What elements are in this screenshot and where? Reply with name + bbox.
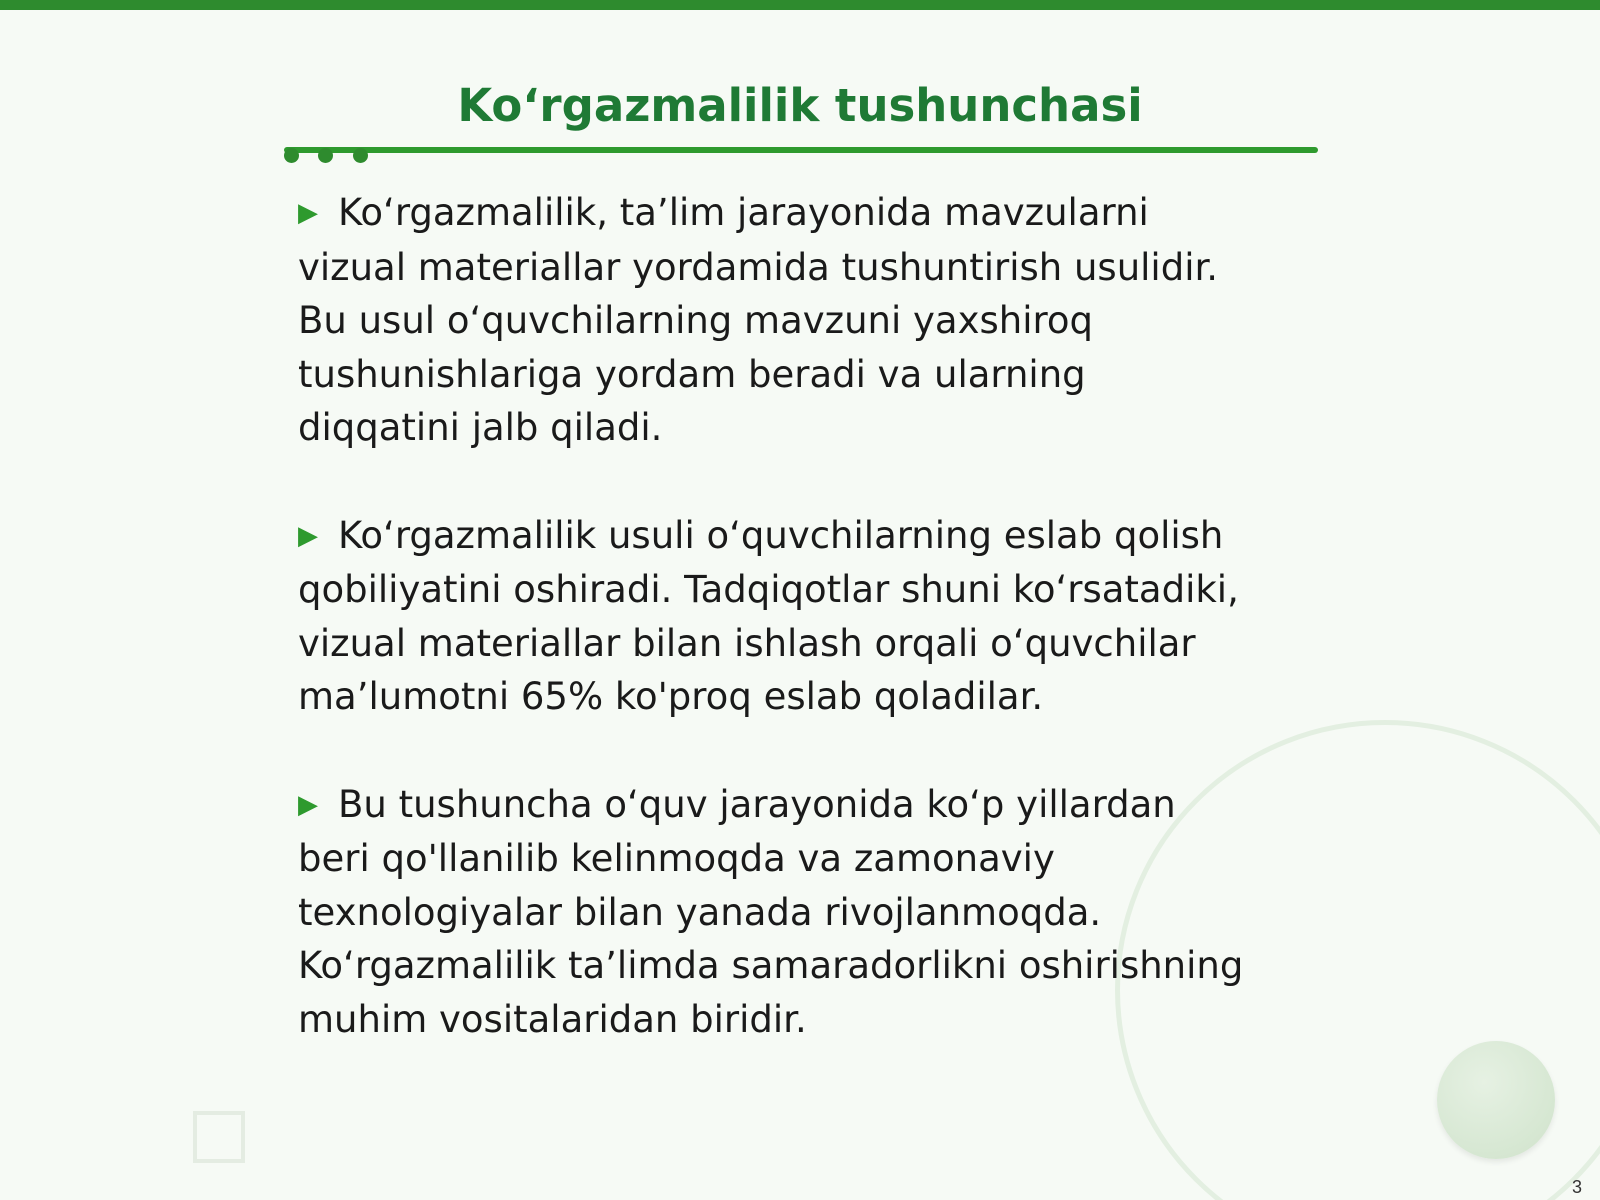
bullet-item <box>298 509 1258 724</box>
triangle-right-icon: ▶ <box>298 198 318 228</box>
bullet-item <box>298 778 1258 1047</box>
page-number: 3 <box>1571 1177 1582 1197</box>
decorative-circle <box>1437 1041 1555 1159</box>
bullet-item <box>298 186 1258 455</box>
underline-dot <box>353 148 368 163</box>
bullet-text: Bu tushuncha o‘quv jarayonida ko‘p yillardan beri qo'llanilib kelinmoqda va zamonaviy texnologiyalar bilan yanada rivojlanmoqda. Ko‘rgazmalilik ta’limda samaradorlikni oshirishning muhim vositalaridan biridir. <box>298 782 1244 1041</box>
bullet-text: Ko‘rgazmalilik usuli o‘quvchilarning eslab qolish qobiliyatini oshiradi. Tadqiqotlar shuni ko‘rsatadiki, vizual materiallar bilan ishlash orqali o‘quvchilar ma’lumotni 65% ko'proq eslab qoladilar. <box>298 513 1239 718</box>
bullet-list <box>298 186 1258 1100</box>
underline-dot <box>284 148 299 163</box>
underline-dot <box>318 148 333 163</box>
slide-title: Ko‘rgazmalilik tushunchasi <box>457 79 1143 132</box>
top-accent-bar <box>0 0 1600 10</box>
bullet-text: Ko‘rgazmalilik, ta’lim jarayonida mavzularni vizual materiallar yordamida tushuntirish usulidir. Bu usul o‘quvchilarning mavzuni yaxshiroq tushunishlariga yordam beradi va ularning diqqatini jalb qiladi. <box>298 191 1219 449</box>
triangle-right-icon: ▶ <box>298 520 318 551</box>
triangle-right-icon: ▶ <box>298 789 318 820</box>
title-underline <box>284 147 1318 153</box>
decorative-square <box>193 1111 245 1163</box>
